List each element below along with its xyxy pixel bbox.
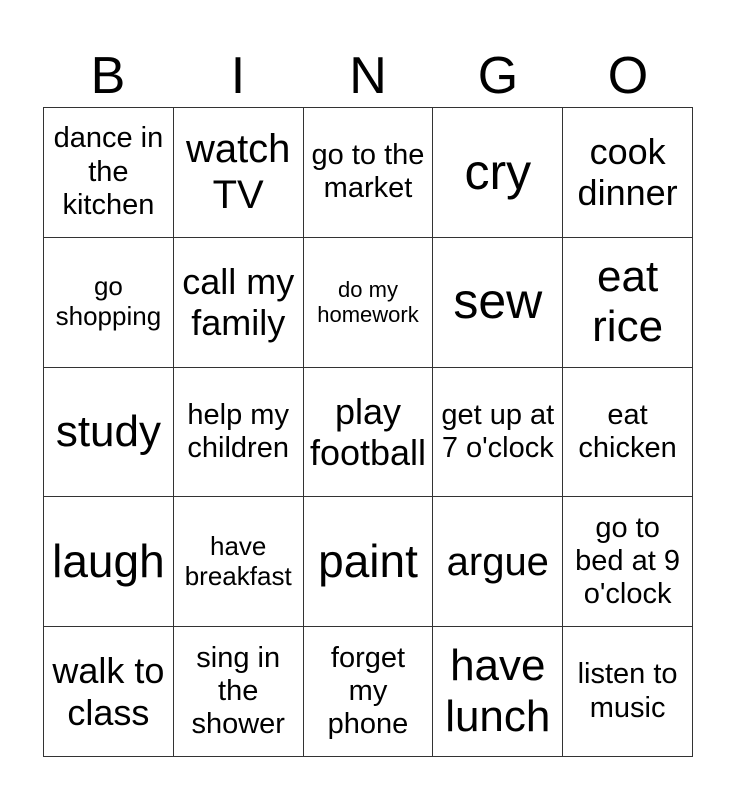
bingo-cell[interactable]: watch TV xyxy=(174,108,304,238)
bingo-cell[interactable]: have breakfast xyxy=(174,497,304,627)
bingo-cell[interactable]: listen to music xyxy=(563,627,693,757)
bingo-cell[interactable]: argue xyxy=(433,497,563,627)
header-letter-g: G xyxy=(477,47,519,105)
bingo-cell[interactable]: dance in the kitchen xyxy=(44,108,174,238)
bingo-cell[interactable]: go to bed at 9 o'clock xyxy=(563,497,693,627)
bingo-cell[interactable]: sew xyxy=(433,238,563,368)
bingo-cell[interactable]: forget my phone xyxy=(304,627,434,757)
bingo-cell[interactable]: study xyxy=(44,368,174,498)
bingo-cell[interactable]: have lunch xyxy=(433,627,563,757)
header-letter-i: I xyxy=(230,47,246,105)
bingo-cell[interactable]: help my children xyxy=(174,368,304,498)
bingo-cell[interactable]: get up at 7 o'clock xyxy=(433,368,563,498)
bingo-cell[interactable]: eat rice xyxy=(563,238,693,368)
bingo-cell[interactable]: walk to class xyxy=(44,627,174,757)
bingo-cell[interactable]: laugh xyxy=(44,497,174,627)
bingo-cell[interactable]: cry xyxy=(433,108,563,238)
bingo-cell[interactable]: paint xyxy=(304,497,434,627)
header-letter-b: B xyxy=(90,47,126,105)
bingo-cell[interactable]: eat chicken xyxy=(563,368,693,498)
bingo-cell[interactable]: call my family xyxy=(174,238,304,368)
bingo-cell[interactable]: cook dinner xyxy=(563,108,693,238)
bingo-cell[interactable]: play football xyxy=(304,368,434,498)
bingo-grid xyxy=(43,107,693,757)
bingo-cell[interactable]: go shopping xyxy=(44,238,174,368)
bingo-cell[interactable]: do my homework xyxy=(304,238,434,368)
header-letter-o: O xyxy=(607,47,649,105)
bingo-header xyxy=(43,46,693,106)
bingo-cell[interactable]: sing in the shower xyxy=(174,627,304,757)
header-letter-n: N xyxy=(349,47,387,105)
bingo-cell[interactable]: go to the market xyxy=(304,108,434,238)
